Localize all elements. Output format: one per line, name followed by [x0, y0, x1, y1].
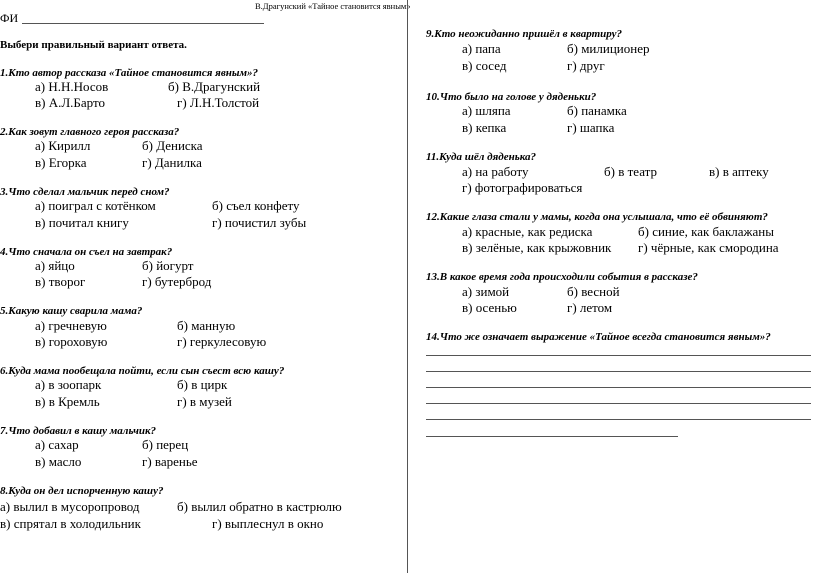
answer: в) творог — [35, 274, 86, 289]
answer: б) Дениска — [142, 138, 203, 153]
answer: а) красные, как редиска — [462, 224, 593, 239]
answer: б) В.Драгунский — [168, 79, 261, 94]
answer: а) на работу — [462, 164, 529, 179]
answer: а) вылил в мусоропровод — [0, 499, 140, 514]
answer: б) манную — [177, 318, 236, 333]
answer: г) варенье — [142, 454, 198, 469]
answer: б) в цирк — [177, 377, 228, 392]
answer: г) чёрные, как смородина — [638, 240, 779, 255]
answer: а) Н.Н.Носов — [35, 79, 109, 94]
answer: в) зелёные, как крыжовник — [462, 240, 612, 255]
answer: в) спрятал в холодильник — [0, 516, 141, 531]
question-9: 9.Кто неожиданно пришёл в квартиру? — [426, 28, 622, 40]
answer: б) весной — [567, 284, 620, 299]
question-1: 1.Кто автор рассказа «Тайное становится явным»? — [0, 67, 259, 79]
answer: б) милиционер — [567, 41, 650, 56]
question-6: 6.Куда мама пообещала пойти, если сын съест всю кашу? — [0, 365, 285, 377]
question-14: 14.Что же означает выражение «Тайное всегда становится явным»? — [426, 331, 771, 343]
answer: г) бутерброд — [142, 274, 212, 289]
answer: г) почистил зубы — [212, 215, 307, 230]
answer: г) Л.Н.Толстой — [177, 95, 260, 110]
answer: а) шляпа — [462, 103, 511, 118]
answer: г) фотографироваться — [462, 180, 583, 195]
answer: г) в музей — [177, 394, 232, 409]
answer: а) папа — [462, 41, 501, 56]
answer: в) Егорка — [35, 155, 87, 170]
answer: г) шапка — [567, 120, 615, 135]
answer: г) Данилка — [142, 155, 202, 170]
question-13: 13.В какое время года происходили события в рассказе? — [426, 271, 698, 283]
answer: а) зимой — [462, 284, 510, 299]
question-7: 7.Что добавил в кашу мальчик? — [0, 425, 157, 437]
answer: б) панамка — [567, 103, 627, 118]
answer-line — [426, 387, 811, 388]
question-11: 11.Куда шёл дяденька? — [426, 151, 537, 163]
answer-line — [426, 436, 678, 437]
question-3: 3.Что сделал мальчик перед сном? — [0, 186, 170, 198]
answer: в) почитал книгу — [35, 215, 129, 230]
answer: б) перец — [142, 437, 189, 452]
answer: б) в театр — [604, 164, 657, 179]
question-5: 5.Какую кашу сварила мама? — [0, 305, 143, 317]
answer: в) А.Л.Барто — [35, 95, 105, 110]
answer: г) друг — [567, 58, 605, 73]
answer: в) гороховую — [35, 334, 108, 349]
answer-line — [426, 403, 811, 404]
name-line — [22, 23, 264, 24]
answer: в) масло — [35, 454, 82, 469]
answer: в) осенью — [462, 300, 517, 315]
answer-line — [426, 355, 811, 356]
question-8: 8.Куда он дел испорченную кашу? — [0, 485, 164, 497]
answer: г) летом — [567, 300, 613, 315]
answer: г) геркулесовую — [177, 334, 267, 349]
question-12: 12.Какие глаза стали у мамы, когда она услышала, что её обвиняют? — [426, 211, 768, 223]
question-4: 4.Что сначала он съел на завтрак? — [0, 246, 173, 258]
answer: а) в зоопарк — [35, 377, 102, 392]
answer: а) Кирилл — [35, 138, 91, 153]
answer-line — [426, 371, 811, 372]
answer: б) йогурт — [142, 258, 194, 273]
column-divider — [407, 0, 408, 573]
answer: а) поиграл с котёнком — [35, 198, 156, 213]
question-2: 2.Как зовут главного героя рассказа? — [0, 126, 180, 138]
answer: а) сахар — [35, 437, 79, 452]
answer: а) яйцо — [35, 258, 75, 273]
answer: а) гречневую — [35, 318, 107, 333]
answer: в) сосед — [462, 58, 507, 73]
answer: в) в аптеку — [709, 164, 769, 179]
instruction: Выбери правильный вариант ответа. — [0, 39, 187, 51]
answer: б) синие, как баклажаны — [638, 224, 774, 239]
answer: в) в Кремль — [35, 394, 100, 409]
answer: б) вылил обратно в кастрюлю — [177, 499, 342, 514]
answer: в) кепка — [462, 120, 507, 135]
answer: г) выплеснул в окно — [212, 516, 324, 531]
name-label: ФИ — [0, 11, 19, 25]
answer: б) съел конфету — [212, 198, 300, 213]
document-header: В.Драгунский «Тайное становится явным» — [255, 1, 411, 11]
question-10: 10.Что было на голове у дяденьки? — [426, 91, 597, 103]
answer-line — [426, 419, 811, 420]
